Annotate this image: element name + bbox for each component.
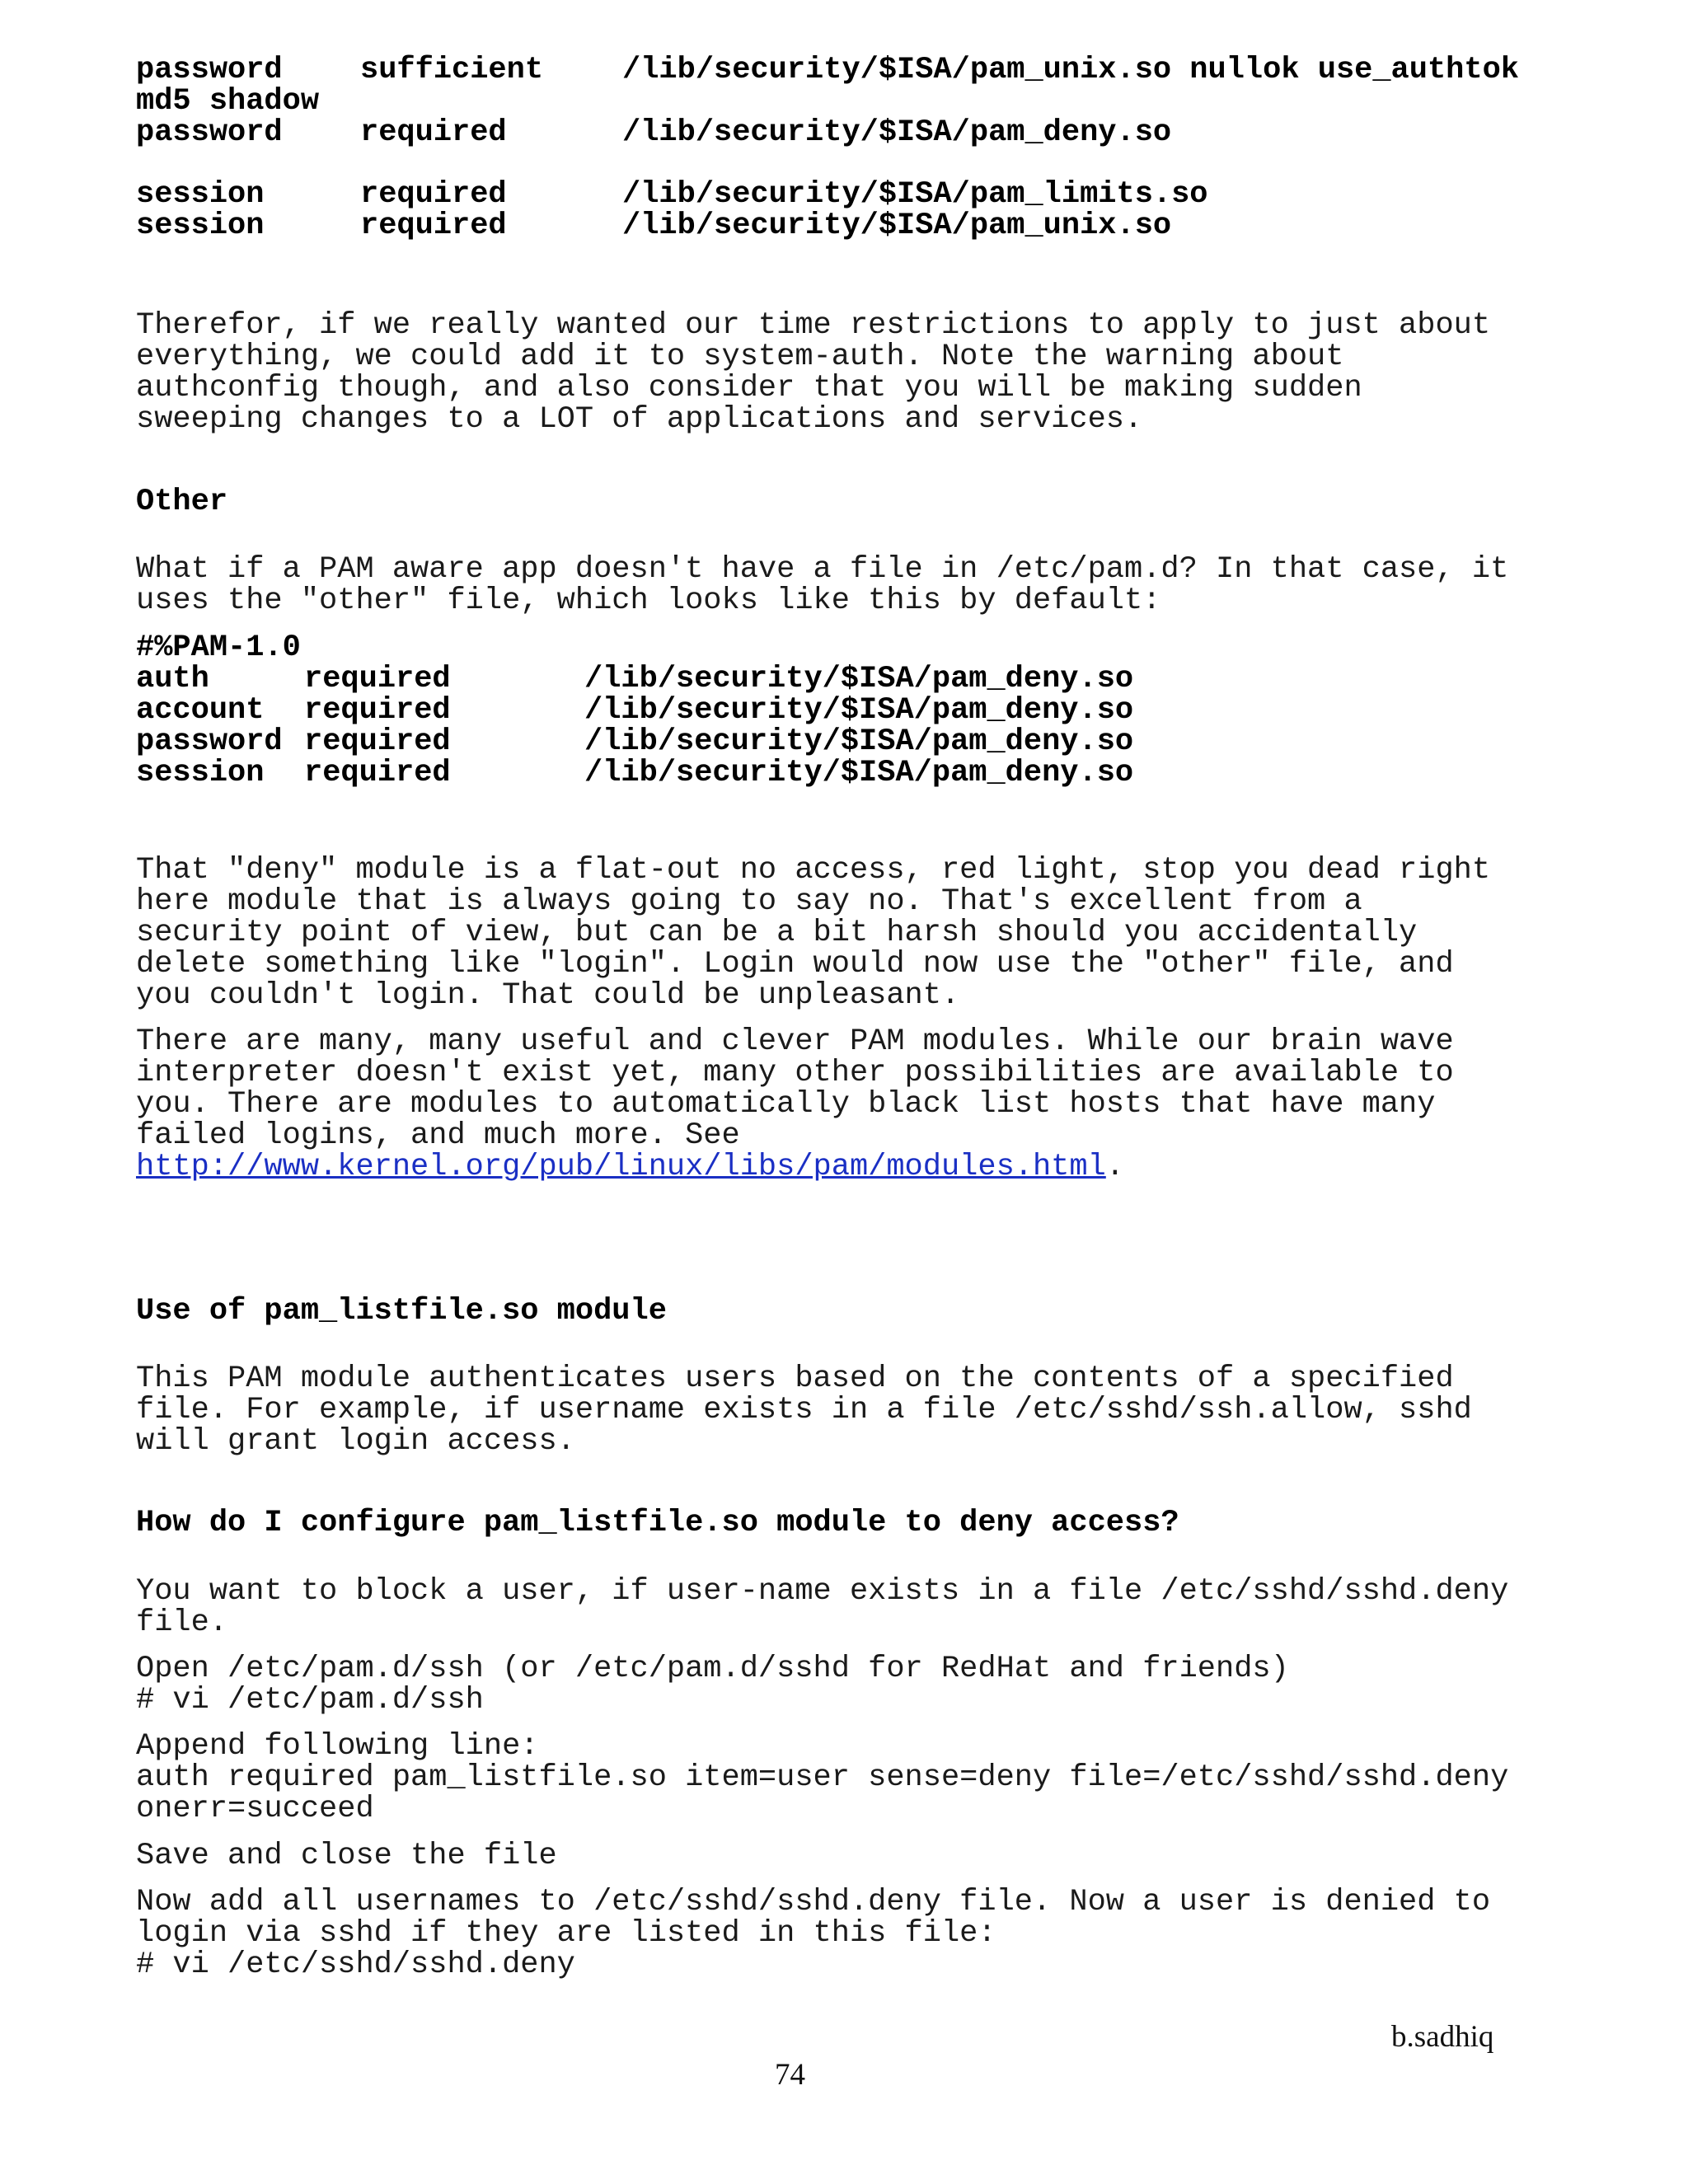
code-cell: /lib/security/$ISA/pam_deny.so — [584, 662, 1134, 696]
text-line: Now add all usernames to /etc/sshd/sshd.deny file. Now a user is denied to — [136, 1885, 1491, 1919]
text-line: Open /etc/pam.d/ssh (or /etc/pam.d/sshd for RedHat and friends) — [136, 1652, 1289, 1686]
text-line: file. — [136, 1605, 228, 1640]
code-cell: session — [136, 209, 265, 243]
text-line: login via sshd if they are listed in this file: — [136, 1916, 996, 1951]
modules-link[interactable]: http://www.kernel.org/pub/linux/libs/pam/modules.html — [136, 1150, 1106, 1184]
code-cell: /lib/security/$ISA/pam_limits.so — [622, 177, 1208, 212]
section-heading-listfile: Use of pam_listfile.so module — [136, 1294, 667, 1329]
text-line: delete something like "login". Login would now use the "other" file, and — [136, 947, 1454, 982]
section-heading-configure: How do I configure pam_listfile.so module to deny access? — [136, 1506, 1179, 1540]
code-cell: password — [136, 724, 283, 759]
text-line: everything, we could add it to system-auth. Note the warning about — [136, 340, 1344, 374]
code-cell: required — [304, 724, 451, 759]
text-line: you. There are modules to automatically black list hosts that have many — [136, 1087, 1436, 1122]
code-cell: /lib/security/$ISA/pam_deny.so — [584, 693, 1134, 728]
code-cell: /lib/security/$ISA/pam_deny.so — [584, 724, 1134, 759]
text-line: Append following line: — [136, 1729, 539, 1764]
text-line: sweeping changes to a LOT of applications and services. — [136, 402, 1143, 437]
code-cell: sufficient — [360, 53, 544, 87]
code-cell: required — [360, 209, 507, 243]
text-line: There are many, many useful and clever PAM modules. While our brain wave — [136, 1024, 1454, 1059]
text-line: That "deny" module is a flat-out no access, red light, stop you dead right — [136, 853, 1491, 888]
code-cell: required — [304, 693, 451, 728]
code-cell: /lib/security/$ISA/pam_deny.so — [584, 756, 1134, 790]
section-heading-other: Other — [136, 485, 228, 519]
text-line: security point of view, but can be a bit harsh should you accidentally — [136, 916, 1418, 950]
text-line: you couldn't login. That could be unpleasant. — [136, 978, 960, 1013]
code-cell: password — [136, 115, 283, 150]
text-line: failed logins, and much more. See — [136, 1118, 740, 1153]
text-line: uses the "other" file, which looks like this by default: — [136, 583, 1161, 618]
code-cell: required — [304, 662, 451, 696]
code-header: #%PAM-1.0 — [136, 630, 301, 665]
code-cell: required — [304, 756, 451, 790]
page-number: 74 — [775, 2058, 805, 2092]
link-suffix: . — [1105, 1150, 1125, 1184]
text-line: file. For example, if username exists in a file /etc/sshd/ssh.allow, sshd — [136, 1393, 1472, 1427]
text-line: # vi /etc/pam.d/ssh — [136, 1683, 484, 1718]
text-line: # vi /etc/sshd/sshd.deny — [136, 1947, 575, 1982]
footer-author: b.sadhiq — [1391, 2020, 1494, 2054]
text-line: will grant login access. — [136, 1424, 575, 1459]
paragraph-save-close: Save and close the file — [136, 1839, 557, 1873]
code-cell: /lib/security/$ISA/pam_unix.so nullok use_authtok — [622, 53, 1519, 87]
code-cell: required — [360, 177, 507, 212]
text-line: You want to block a user, if user-name exists in a file /etc/sshd/sshd.deny — [136, 1574, 1509, 1609]
text-line: interpreter doesn't exist yet, many other possibilities are available to — [136, 1056, 1454, 1090]
link-line — [136, 1151, 1124, 1183]
text-line: Therefor, if we really wanted our time restrictions to apply to just about — [136, 308, 1491, 343]
code-cell: md5 shadow — [136, 84, 320, 119]
text-line: What if a PAM aware app doesn't have a file in /etc/pam.d? In that case, it — [136, 552, 1509, 587]
code-cell: session — [136, 177, 265, 212]
text-line: This PAM module authenticates users based on the contents of a specified — [136, 1361, 1454, 1396]
code-cell: session — [136, 756, 265, 790]
code-cell: /lib/security/$ISA/pam_deny.so — [622, 115, 1172, 150]
code-cell: required — [360, 115, 507, 150]
code-cell: /lib/security/$ISA/pam_unix.so — [622, 209, 1172, 243]
code-cell: password — [136, 53, 283, 87]
text-line: onerr=succeed — [136, 1792, 374, 1826]
text-line: authconfig though, and also consider that you will be making sudden — [136, 371, 1362, 405]
code-cell: auth — [136, 662, 209, 696]
text-line: here module that is always going to say no. That's excellent from a — [136, 884, 1362, 919]
code-cell: account — [136, 693, 265, 728]
text-line: auth required pam_listfile.so item=user sense=deny file=/etc/sshd/sshd.deny — [136, 1760, 1509, 1795]
